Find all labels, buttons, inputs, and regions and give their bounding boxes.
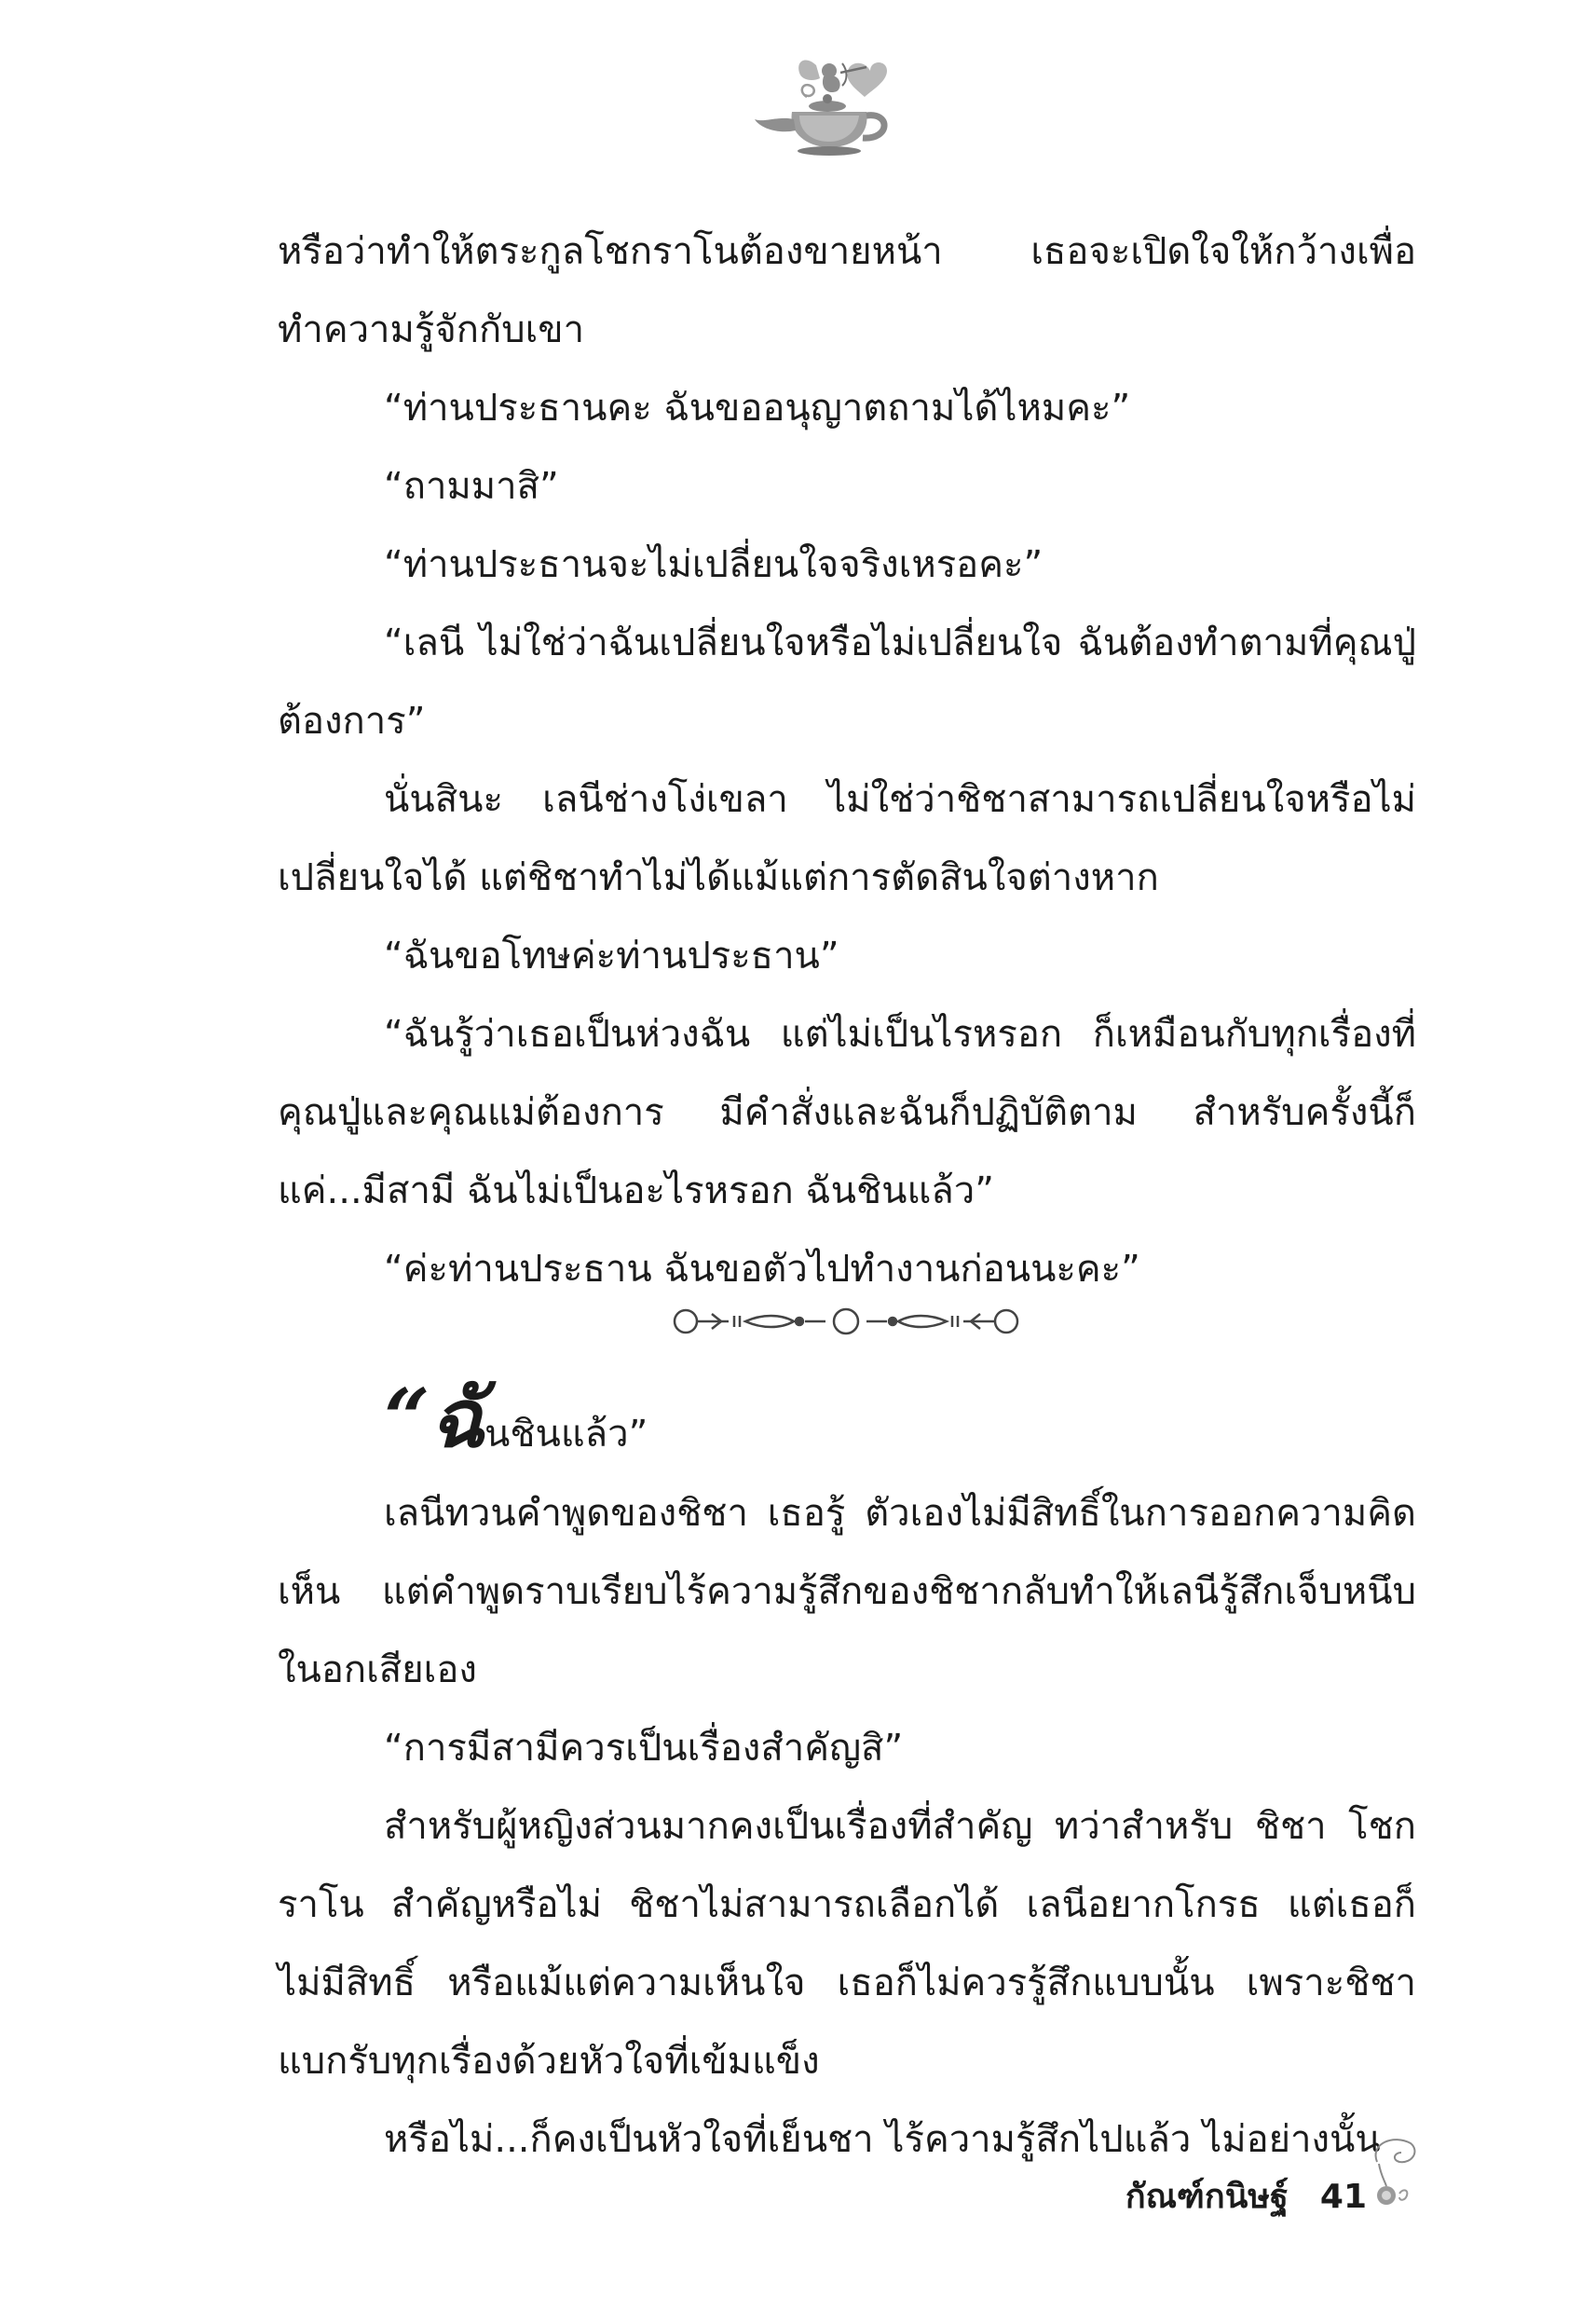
dialogue-line: “การมีสามีควรเป็นเรื่องสำคัญสิ”: [384, 1727, 904, 1770]
necklace-ornament-icon: [1366, 2134, 1422, 2218]
narrative-paragraph: นั่นสินะ เลนีช่างโง่เขลา ไม่ใช่ว่าชิชาสามารถเปลี่ยนใจหรือไม่เปลี่ยนใจได้ แต่ชิชาทำไม่ได้แม้แต่การตัดสินใจต่างหาก: [278, 778, 1416, 899]
dialogue-line: “ค่ะท่านประธาน ฉันขอตัวไปทำงานก่อนนะคะ”: [384, 1248, 1140, 1291]
narrative-paragraph: เลนีทวนคำพูดของชิชา เธอรู้ ตัวเองไม่มีสิทธิ์ในการออกความคิดเห็น แต่คำพูดราบเรียบไร้ความรู้สึกของชิชากลับทำให้เลนีรู้สึกเจ็บหนึบในอกเสียเอง: [278, 1492, 1416, 1691]
teapot-cupid-ornament-icon: [751, 54, 905, 158]
narrative-paragraph: สำหรับผู้หญิงส่วนมากคงเป็นเรื่องที่สำคัญ ทว่าสำหรับ ชิชา โชกราโน สำคัญหรือไม่ ชิชาไม่สามารถเลือกได้ เลนีอยากโกรธ แต่เธอก็ไม่มีสิทธิ์ หรือแม้แต่ความเห็นใจ เธอก็ไม่ควรรู้สึกแบบนั้น เพราะชิชาแบกรับทุกเรื่องด้วยหัวใจที่เข้มแข็ง: [278, 1805, 1416, 2083]
dialogue-line: “ฉันขอโทษค่ะท่านประธาน”: [384, 935, 839, 978]
drop-cap: “ฉั: [384, 1372, 485, 1466]
dialogue-paragraph: “เลนี ไม่ใช่ว่าฉันเปลี่ยนใจหรือไม่เปลี่ยนใจ ฉันต้องทำตามที่คุณปู่ต้องการ”: [278, 622, 1416, 743]
dialogue-paragraph: “ฉันรู้ว่าเธอเป็นห่วงฉัน แต่ไม่เป็นไรหรอก ก็เหมือนกับทุกเรื่องที่คุณปู่และคุณแม่ต้องการ มีคำสั่งและฉันก็ปฏิบัติตาม สำหรับครั้งนี้ก็แค่...มีสามี ฉันไม่เป็นอะไรหรอก ฉันชินแล้ว”: [278, 1013, 1416, 1212]
dialogue-line: “ท่านประธานคะ ฉันขออนุญาตถามได้ไหมคะ”: [384, 387, 1131, 430]
book-title: กัณฑ์กนิษฐ์: [1125, 2178, 1289, 2216]
page-footer: [1125, 2169, 1367, 2222]
page-number: 41: [1319, 2178, 1367, 2216]
narrative-paragraph: หรือไม่...ก็คงเป็นหัวใจที่เย็นชา ไร้ความรู้สึกไปแล้ว ไม่อย่างนั้น: [384, 2118, 1381, 2161]
dialogue-line: “ถามมาสิ”: [384, 465, 559, 508]
drop-cap-rest: นชินแล้ว”: [484, 1413, 648, 1456]
paragraph-continued: หรือว่าทำให้ตระกูลโชกราโนต้องขายหน้า เธอจะเปิดใจให้กว้างเพื่อทำความรู้จักกับเขา: [278, 230, 1416, 351]
ornamental-divider-icon: [669, 1303, 1023, 1340]
dialogue-line: “ท่านประธานจะไม่เปลี่ยนใจจริงเหรอคะ”: [384, 543, 1044, 586]
